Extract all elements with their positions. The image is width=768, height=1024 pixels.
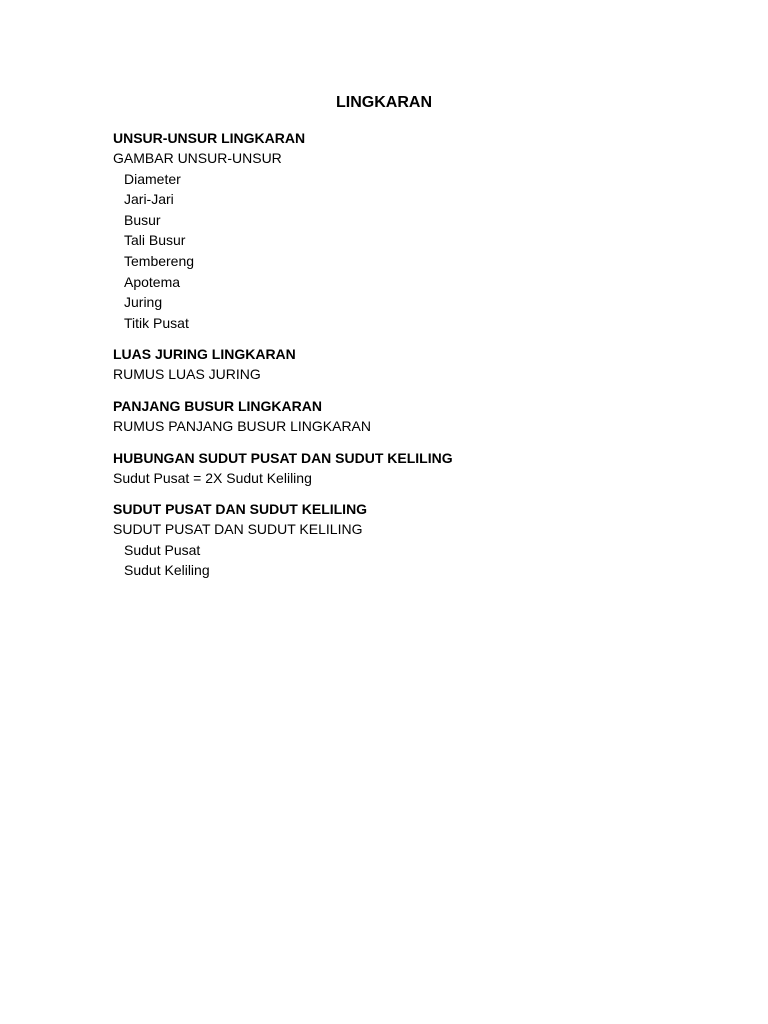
list-item: Titik Pusat — [124, 314, 189, 331]
section-subtitle: RUMUS LUAS JURING — [113, 366, 261, 383]
list-item: Tali Busur — [124, 232, 186, 249]
section-heading: PANJANG BUSUR LINGKARAN — [113, 397, 322, 414]
section-luas-juring — [113, 344, 673, 385]
section-heading: HUBUNGAN SUDUT PUSAT DAN SUDUT KELILING — [113, 449, 453, 466]
section-heading: UNSUR-UNSUR LINGKARAN — [113, 130, 306, 146]
section-subtitle: SUDUT PUSAT DAN SUDUT KELILING — [113, 521, 363, 538]
list-item: Busur — [124, 211, 161, 228]
section-sudut-pusat-keliling — [113, 499, 673, 581]
element-list — [113, 169, 673, 334]
formula-line: Sudut Pusat = 2X Sudut Keliling — [113, 469, 312, 486]
list-item: Sudut Keliling — [124, 562, 210, 579]
list-item: Jari-Jari — [124, 191, 174, 208]
section-heading: LUAS JURING LINGKARAN — [113, 346, 296, 363]
page-title: LINGKARAN — [336, 94, 432, 111]
section-panjang-busur — [113, 396, 673, 437]
list-item: Tembereng — [124, 252, 195, 269]
list-item: Sudut Pusat — [124, 541, 201, 558]
section-subtitle: RUMUS PANJANG BUSUR LINGKARAN — [113, 417, 372, 434]
section-heading: SUDUT PUSAT DAN SUDUT KELILING — [113, 501, 368, 518]
list-item: Apotema — [124, 273, 181, 290]
list-item: Juring — [124, 294, 163, 311]
element-list — [113, 540, 673, 581]
section-subtitle: GAMBAR UNSUR-UNSUR — [113, 150, 282, 166]
section-unsur-unsur — [113, 128, 673, 333]
list-item: Diameter — [124, 170, 181, 187]
section-hubungan-sudut — [113, 448, 673, 489]
document-body — [113, 128, 673, 592]
